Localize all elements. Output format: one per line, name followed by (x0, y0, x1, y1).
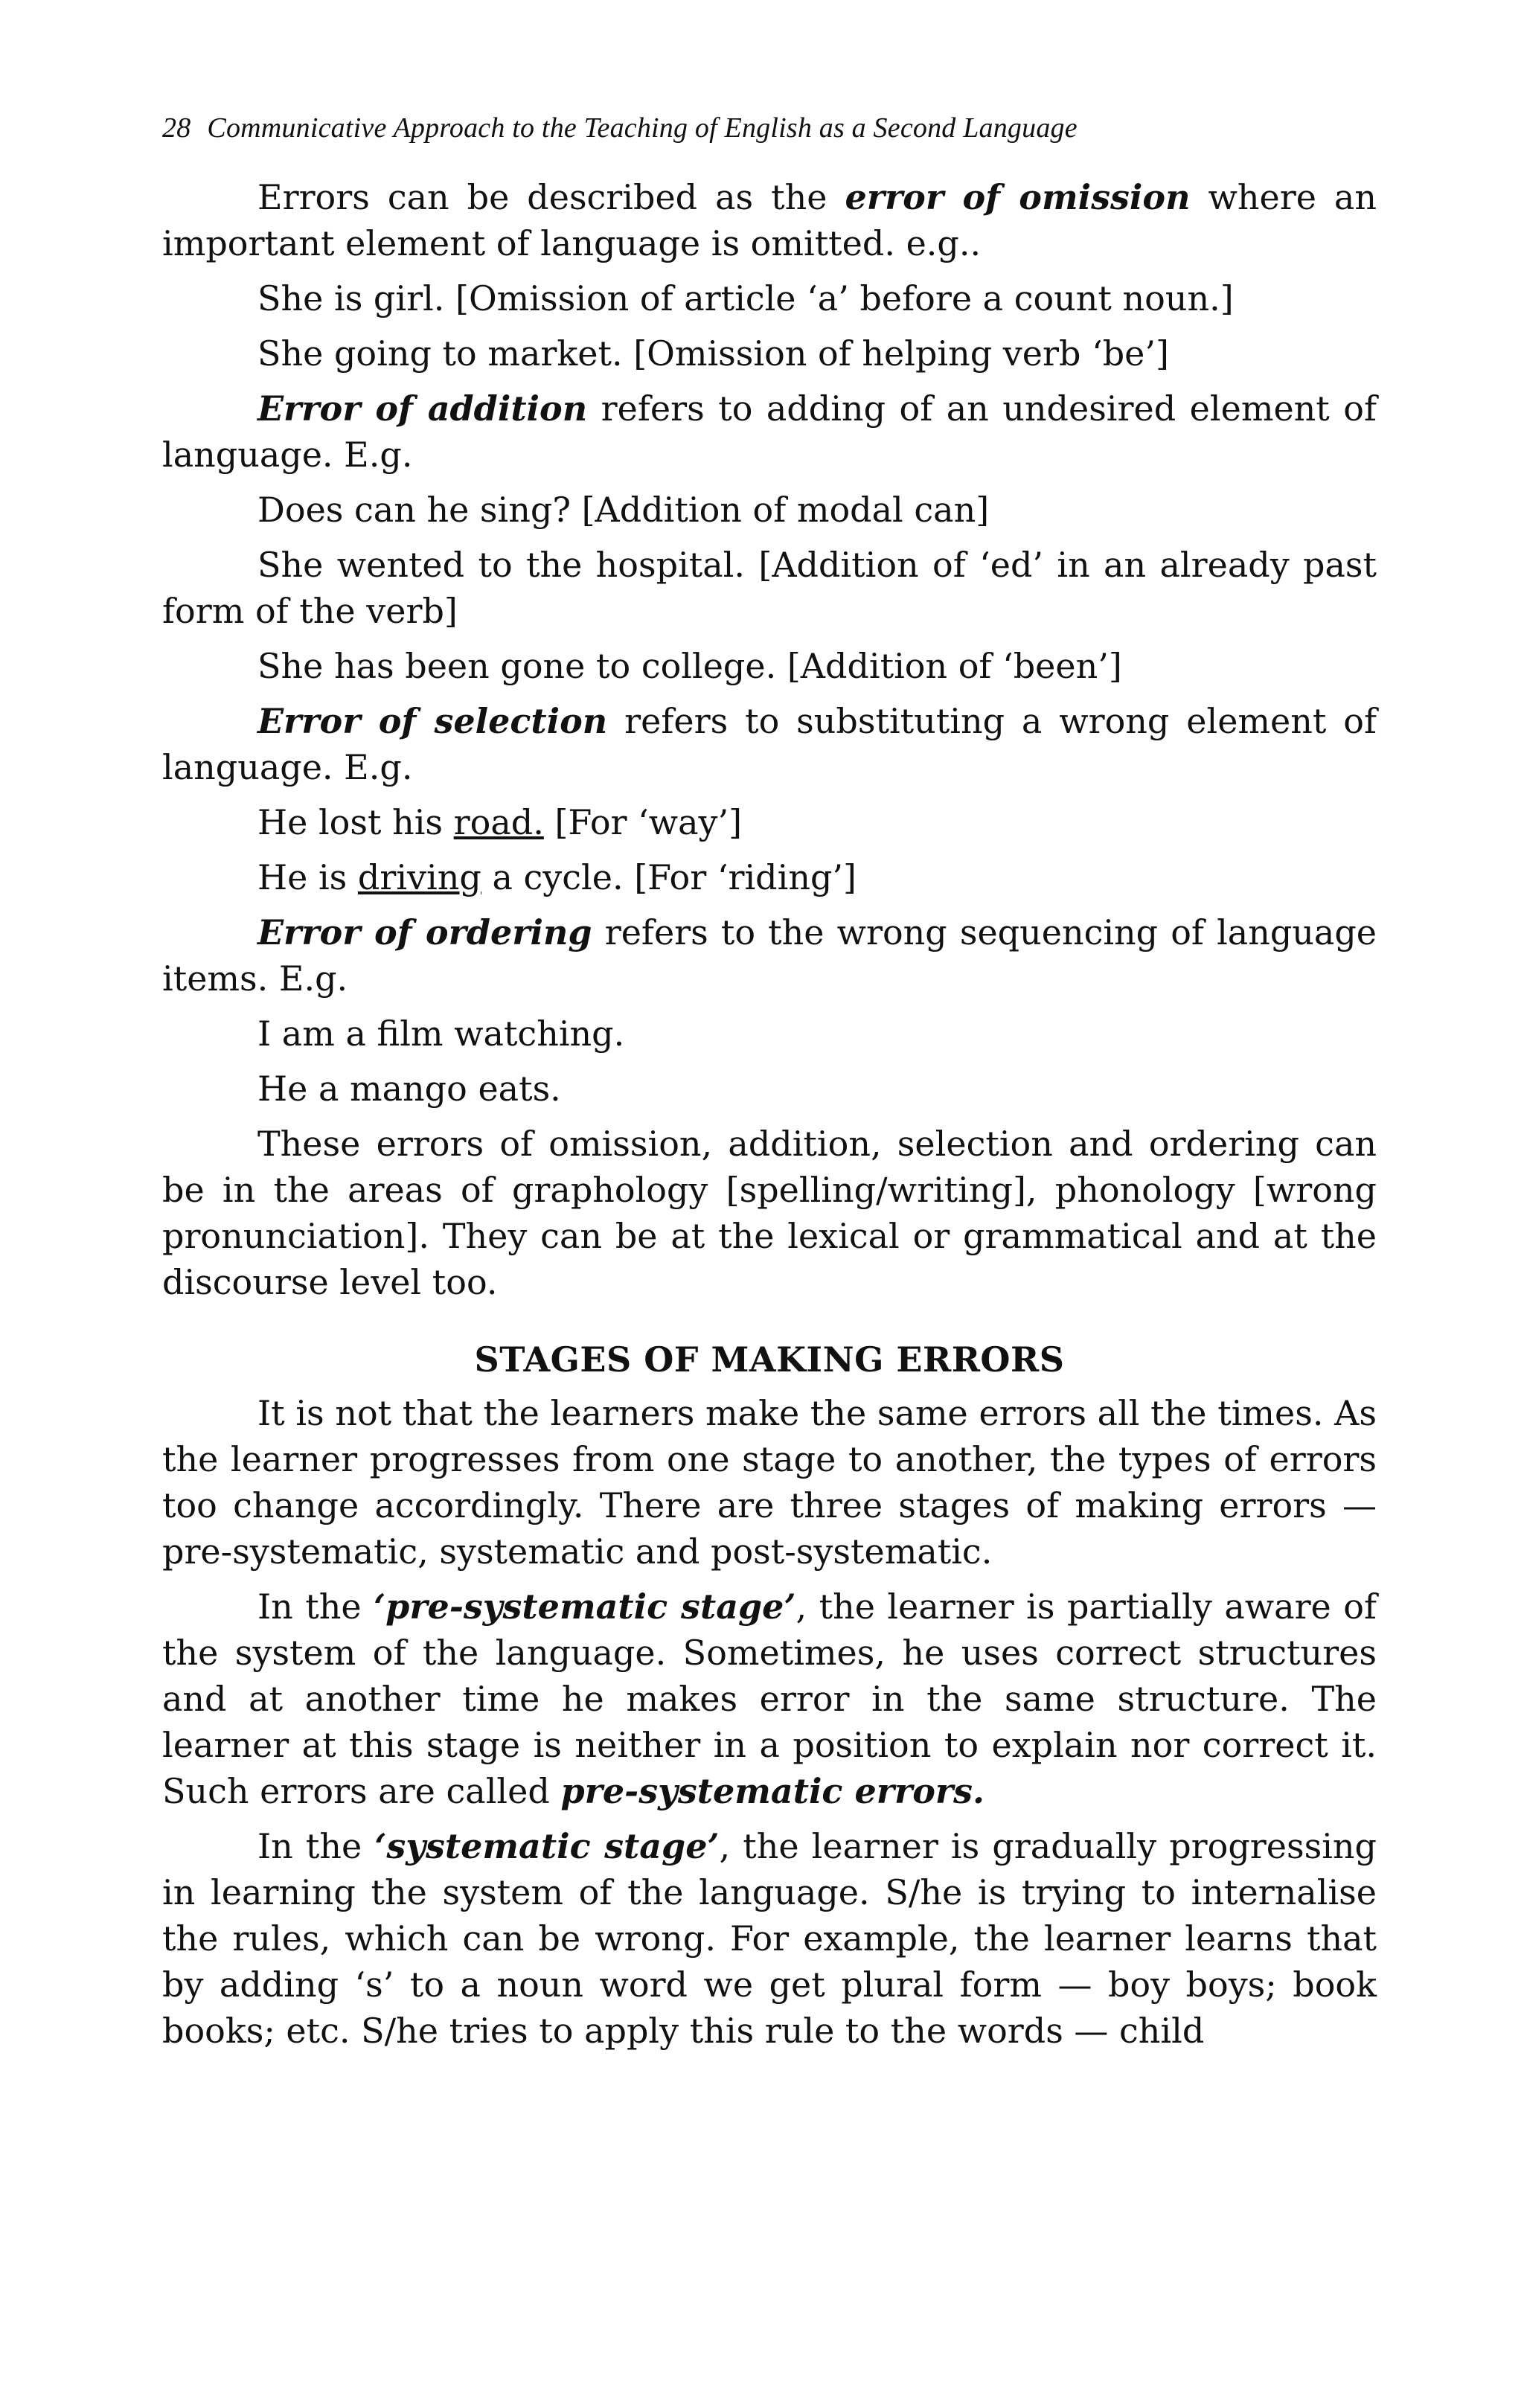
summary-paragraph: These errors of omission, addition, selection and ordering can be in the areas of graphology [spelling/writing], phonology [wrong pronunciation]. They can be at the lexical or grammatical and at the discourse level too. (162, 1124, 1377, 1302)
example-text: He is (257, 857, 358, 897)
example-line: She going to market. [Omission of helping verb ‘be’] (257, 333, 1169, 374)
paragraph-text: , the learner is partially aware of the system of the language. Sometimes, he uses correct structures and at another time he makes error in the same structure. The learner at this stage is neither in a position to explain nor correct it. Such errors are called (162, 1586, 1377, 1811)
example-line: I am a film watching. (257, 1014, 625, 1054)
paragraph-text: In the (257, 1586, 374, 1627)
omission-term: error of omission (845, 177, 1191, 217)
ordering-paragraph (162, 909, 1377, 1002)
omission-text-pre: Errors can be described as the (257, 177, 845, 217)
systematic-paragraph (162, 1823, 1377, 2054)
example-line: She wented to the hospital. [Addition of ‘ed’ in an already past form of the verb] (162, 545, 1377, 631)
paragraph-text: In the (257, 1826, 375, 1866)
addition-paragraph (162, 385, 1377, 478)
omission-text-post: where an important element of language is omitted. e.g.. (162, 177, 1377, 263)
running-header (162, 112, 1377, 144)
pre-systematic-errors-term: pre-systematic errors. (560, 1771, 985, 1811)
selection-term: Error of selection (257, 701, 608, 741)
example-text: He lost his (257, 802, 454, 842)
section-heading: STAGES OF MAKING ERRORS (474, 1339, 1065, 1380)
systematic-term: ‘systematic stage’ (374, 1826, 720, 1866)
underlined-word: road. (453, 802, 544, 842)
addition-text: refers to adding of an undesired element of language. E.g. (162, 388, 1377, 475)
example-line: Does can he sing? [Addition of modal can] (257, 490, 990, 530)
ordering-term: Error of ordering (257, 912, 592, 952)
example-line (162, 854, 1377, 900)
example-line: She has been gone to college. [Addition of ‘been’] (257, 646, 1122, 686)
book-page (162, 112, 1377, 2063)
underlined-word: driving (357, 857, 481, 897)
running-title: Communicative Approach to the Teaching of English as a Second Language (207, 112, 1078, 144)
example-text: a cycle. [For ‘riding’] (481, 857, 857, 897)
ordering-text: refers to the wrong sequencing of language items. E.g. (162, 912, 1377, 999)
selection-paragraph (162, 698, 1377, 790)
page-number: 28 (162, 112, 191, 144)
example-line: He a mango eats. (257, 1069, 561, 1109)
example-text: [For ‘way’] (543, 802, 743, 842)
pre-systematic-paragraph (162, 1584, 1377, 1814)
pre-systematic-term: ‘pre-systematic stage’ (374, 1586, 796, 1627)
example-line: She is girl. [Omission of article ‘a’ before a count noun.] (257, 278, 1234, 318)
example-line (162, 799, 1377, 845)
selection-text: refers to substituting a wrong element of language. E.g. (162, 701, 1377, 787)
omission-paragraph (162, 174, 1377, 266)
stages-intro-paragraph: It is not that the learners make the same errors all the times. As the learner progresses from one stage to another, the types of errors too change accordingly. There are three stages of making errors — pre-systematic, systematic and post-systematic. (162, 1393, 1377, 1572)
paragraph-text: , the learner is gradually progressing in learning the system of the language. S/he is trying to internalise the rules, which can be wrong. For example, the learner learns that by adding ‘s’ to a noun word we get plural form — boy boys; book books; etc. S/he tries to apply this rule to the words — child (162, 1826, 1377, 2051)
addition-term: Error of addition (257, 388, 588, 429)
